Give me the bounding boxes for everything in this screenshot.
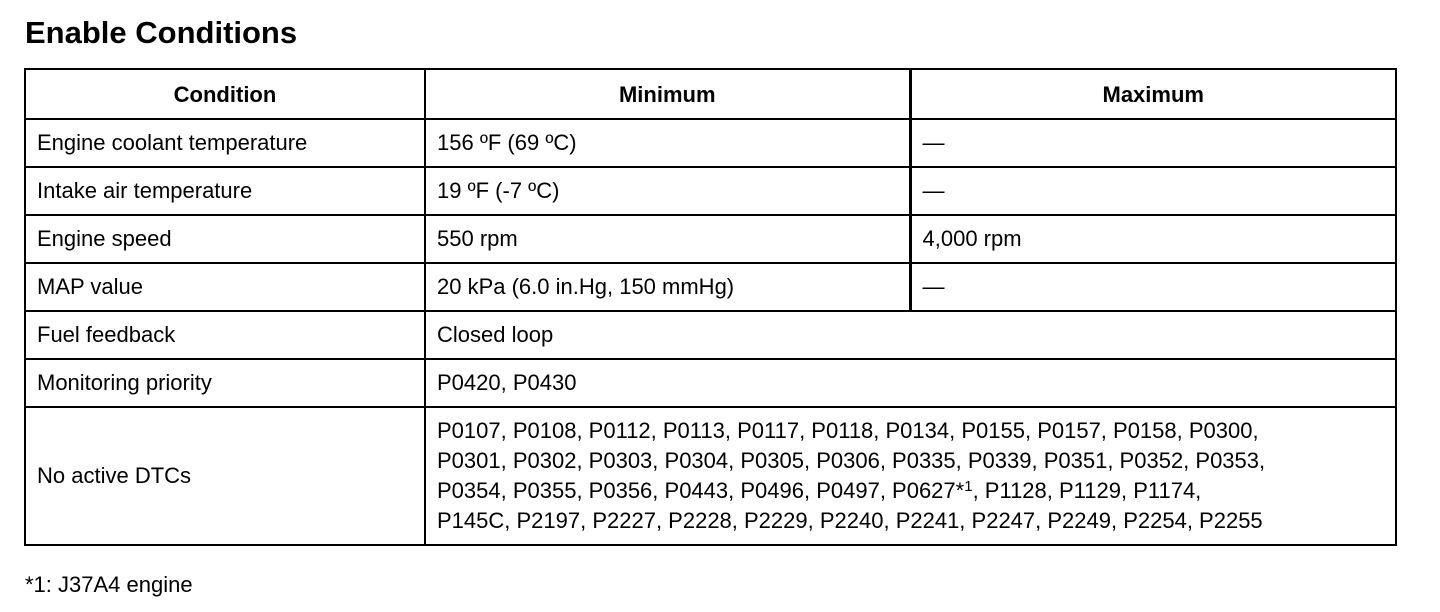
dtc-line: P0107, P0108, P0112, P0113, P0117, P0118, P0134, P0155, P0157, P0158, P0300, (437, 418, 1259, 443)
dtc-line: P0354, P0355, P0356, P0443, P0496, P0497, P0627* (437, 478, 965, 503)
table-row (25, 167, 1396, 215)
minimum-cell: 20 kPa (6.0 in.Hg, 150 mmHg) (425, 263, 910, 311)
table-row (25, 215, 1396, 263)
page-title: Enable Conditions (25, 15, 298, 50)
value-cell: Closed loop (425, 311, 1396, 359)
footnote: *1: J37A4 engine (25, 572, 193, 597)
table-header-row (25, 69, 1396, 119)
maximum-cell: — (910, 263, 1396, 311)
condition-cell: Engine speed (25, 215, 425, 263)
table-row (25, 359, 1396, 407)
minimum-cell: 19 ºF (-7 ºC) (425, 167, 910, 215)
table-row (25, 263, 1396, 311)
table-row (25, 119, 1396, 167)
condition-cell: Engine coolant temperature (25, 119, 425, 167)
dtc-line: P145C, P2197, P2227, P2228, P2229, P2240, P2241, P2247, P2249, P2254, P2255 (437, 508, 1263, 533)
dtc-list-cell (425, 407, 1396, 545)
column-header-minimum: Minimum (425, 69, 910, 119)
condition-cell: MAP value (25, 263, 425, 311)
footnote-marker: 1 (964, 478, 973, 495)
minimum-cell: 550 rpm (425, 215, 910, 263)
table-row-dtc (25, 407, 1396, 545)
dtc-line: P0301, P0302, P0303, P0304, P0305, P0306, P0335, P0339, P0351, P0352, P0353, (437, 448, 1266, 473)
maximum-cell: — (910, 167, 1396, 215)
condition-cell: Intake air temperature (25, 167, 425, 215)
value-cell: P0420, P0430 (425, 359, 1396, 407)
table-row (25, 311, 1396, 359)
enable-conditions-table (24, 68, 1397, 546)
condition-cell: Monitoring priority (25, 359, 425, 407)
condition-cell: No active DTCs (25, 407, 425, 545)
column-header-condition: Condition (25, 69, 425, 119)
maximum-cell: 4,000 rpm (910, 215, 1396, 263)
condition-cell: Fuel feedback (25, 311, 425, 359)
minimum-cell: 156 ºF (69 ºC) (425, 119, 910, 167)
maximum-cell: — (910, 119, 1396, 167)
dtc-line: , P1128, P1129, P1174, (972, 478, 1202, 503)
column-header-maximum: Maximum (910, 69, 1396, 119)
